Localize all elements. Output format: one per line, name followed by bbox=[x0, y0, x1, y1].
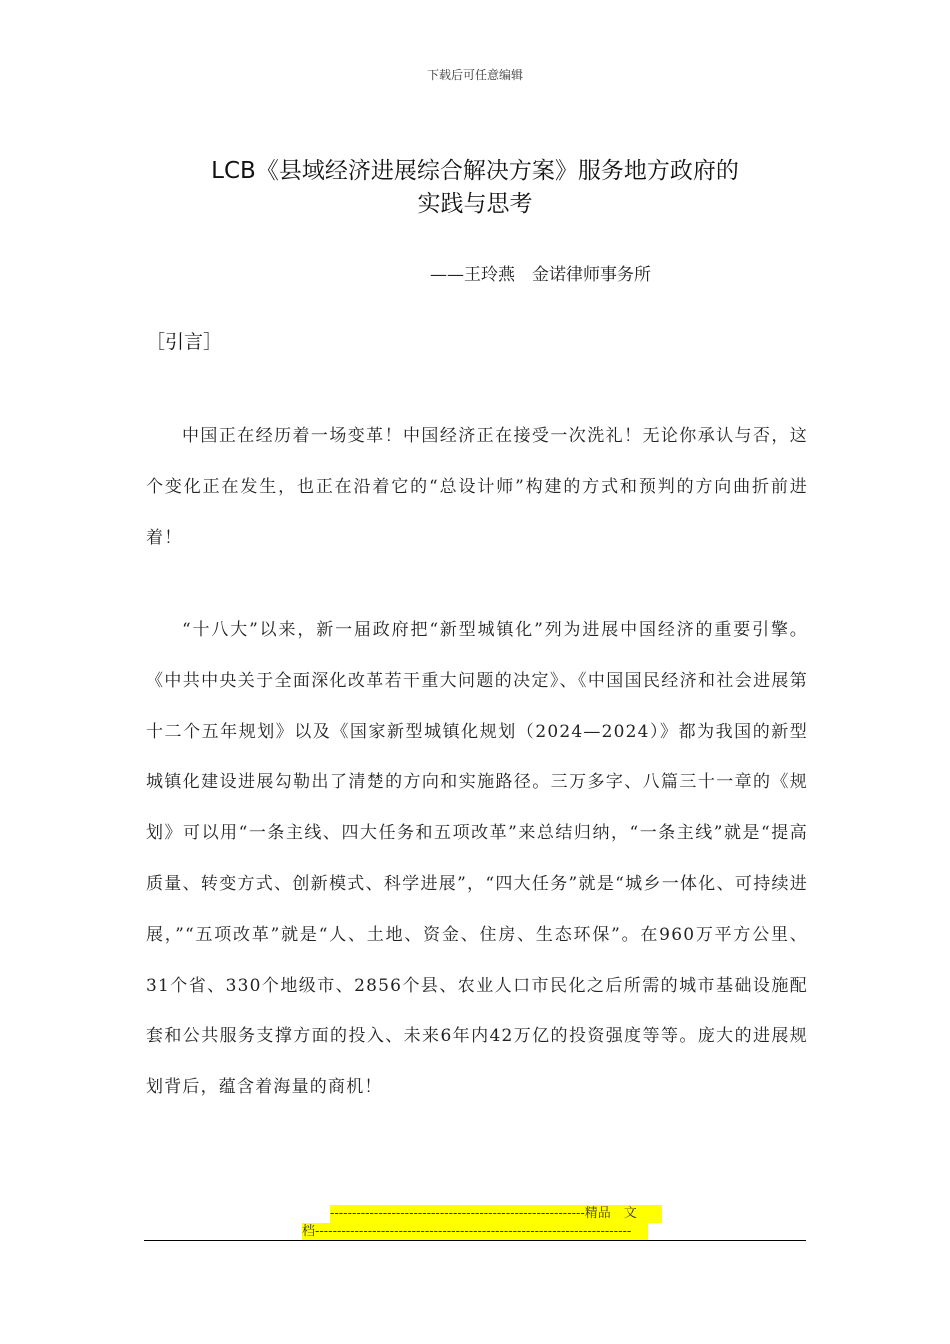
title-line-1: LCB《县域经济进展综合解决方案》服务地方政府的 bbox=[211, 158, 739, 184]
paragraph-2: “十八大”以来，新一届政府把“新型城镇化”列为进展中国经济的重要引擎。《中共中央关于全面深化改革若干重大问题的决定》、《中国国民经济和社会进展第十二个五年规划》以及《国家新型城镇化规划（2024—2024）》都为我国的新型城镇化建设进展勾勒出了清楚的方向和实施路径。三万多字、八篇三十一章的《规划》可以用“一条主线、四大任务和五项改革”来总结归纳，“一条主线”就是“提高质量、转变方式、创新模式、科学进展”，“四大任务”就是“城乡一体化、可持续进展，”“五项改革”就是“人、土地、资金、住房、生态环保”。在960万平方公里、31个省、330个地级市、2856个县、农业人口市民化之后所需的城市基础设施配套和公共服务支撑方面的投入、未来6年内42万亿的投资强度等等。庞大的进展规划背后，蕴含着海量的商机！ bbox=[146, 620, 808, 1098]
document-title bbox=[100, 155, 850, 221]
footer-divider bbox=[144, 1240, 806, 1241]
page-header: 下载后可任意编辑 bbox=[426, 68, 523, 82]
title-line-2: 实践与思考 bbox=[417, 191, 533, 217]
footer-line-1: ----------------------------------------------------------精品 文 bbox=[330, 1205, 662, 1223]
footer-watermark bbox=[302, 1205, 662, 1241]
author-line: ——王玲燕 金诺律师事务所 bbox=[430, 265, 651, 285]
paragraph-1: 中国正在经历着一场变革！中国经济正在接受一次洗礼！无论你承认与否，这个变化正在发生，也正在沿着它的“总设计师”构建的方式和预判的方向曲折前进着！ bbox=[146, 426, 808, 548]
footer-line-2: 档------------------------------------------------------------------------ bbox=[302, 1223, 648, 1241]
section-heading: ［引言］ bbox=[146, 331, 223, 353]
